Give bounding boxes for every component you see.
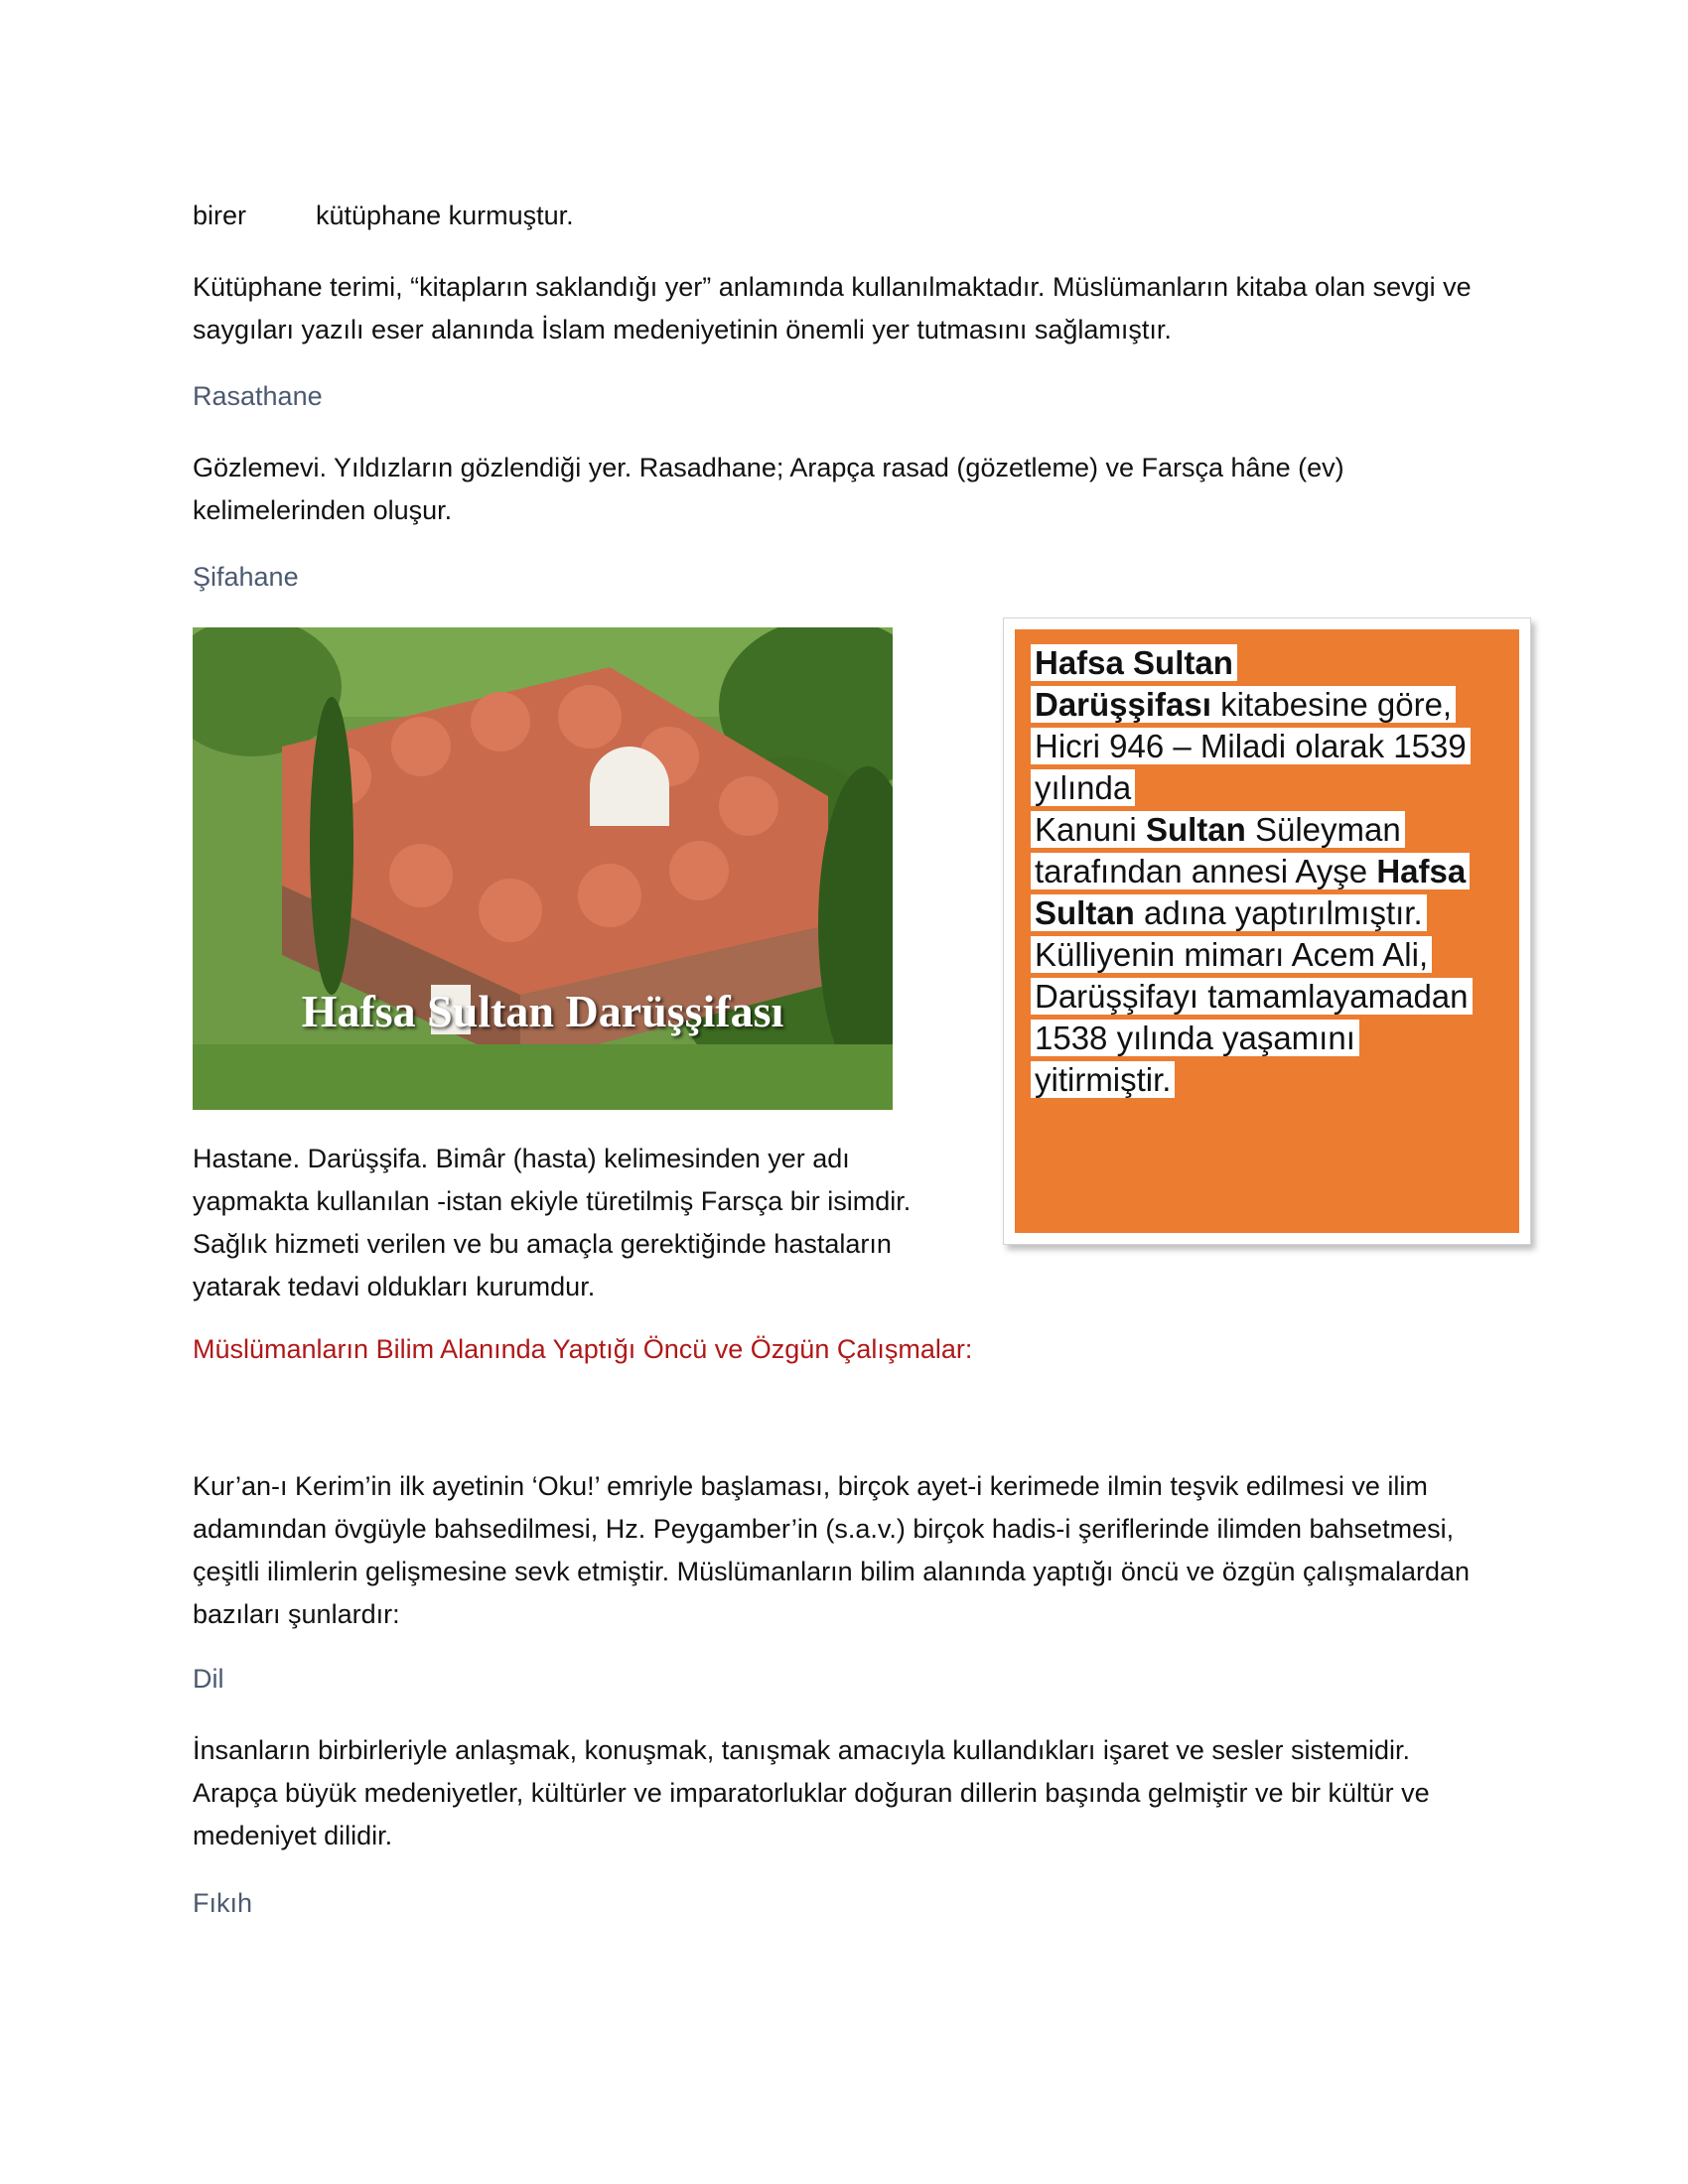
- box-bold-text: Sultan: [1035, 894, 1135, 931]
- box-line: yılında: [1031, 768, 1503, 809]
- word-kutuphane: kütüphane kurmuştur.: [316, 201, 574, 230]
- info-box-orange: [1015, 629, 1519, 1233]
- paragraph-quran-science: Kur’an-ı Kerim’in ilk ayetinin ‘Oku!’ emriyle başlaması, birçok ayet-i kerimede ilmin teşvik edilmesi ve ilim adamından övgüyle bahsedilmesi, Hz. Peygamber’in (s.a.v.) birçok hadis-i şeriflerinde ilimden bahsetmesi, çeşitli ilimlerin gelişmesine sevk etmiştir. Müslümanların bilim alanında yaptığı öncü ve özgün çalışmalardan bazıları şunlardır:: [193, 1471, 1471, 1629]
- paragraph-library-term: Kütüphane terimi, “kitapların saklandığı yer” anlamında kullanılmaktadır. Müslümanların kitaba olan sevgi ve saygıları yazılı eser alanında İslam medeniyetinin önemli yer tutmasını sağlamıştır.: [193, 272, 1472, 344]
- box-text: adına yaptırılmıştır.: [1134, 894, 1423, 931]
- heading-sifahane: Şifahane: [193, 562, 299, 592]
- box-line: 1538 yılında yaşamını: [1031, 1019, 1503, 1059]
- box-line: Darüşşifayı tamamlayamadan: [1031, 977, 1503, 1018]
- info-box: [1003, 617, 1531, 1245]
- heading-fikih: Fıkıh: [193, 1888, 253, 1918]
- box-line: [1031, 643, 1503, 684]
- box-title: Hafsa Sultan: [1035, 644, 1233, 681]
- box-line: Hicri 946 – Miladi olarak 1539: [1031, 727, 1503, 767]
- paragraph-library-end: [193, 195, 1483, 237]
- heading-dil: Dil: [193, 1664, 224, 1694]
- box-bold-text: Darüşşifası: [1035, 686, 1211, 723]
- box-line: [1031, 685, 1503, 726]
- heading-muslim-science: Müslümanların Bilim Alanında Yaptığı Öncü ve Özgün Çalışmalar:: [193, 1334, 973, 1364]
- paragraph-dil: İnsanların birbirleriyle anlaşmak, konuşmak, tanışmak amacıyla kullandıkları işaret ve sesler sistemidir. Arapça büyük medeniyetler, kültürler ve imparatorluklar doğuran dillerin başında gelmiştir ve bir kültür ve medeniyet dilidir.: [193, 1735, 1430, 1850]
- box-text: Süleyman: [1245, 811, 1401, 848]
- building-illustration: [193, 627, 893, 1110]
- box-line: yitirmiştir.: [1031, 1060, 1503, 1101]
- heading-rasathane: Rasathane: [193, 381, 323, 411]
- box-text: tarafından annesi Ayşe: [1035, 853, 1377, 889]
- box-bold-text: Hafsa: [1376, 853, 1467, 889]
- box-line: [1031, 852, 1503, 892]
- box-line: [1031, 810, 1503, 851]
- word-birer: birer: [193, 201, 247, 230]
- box-text: kitabesine göre,: [1210, 686, 1453, 723]
- box-line: [1031, 893, 1503, 934]
- box-bold-text: Sultan: [1145, 811, 1246, 848]
- photo-caption: Hafsa Sultan Darüşşifası: [301, 986, 784, 1036]
- box-text: Kanuni: [1035, 811, 1146, 848]
- box-line: Külliyenin mimarı Acem Ali,: [1031, 935, 1503, 976]
- darussifa-photo: [193, 627, 893, 1110]
- paragraph-rasathane: Gözlemevi. Yıldızların gözlendiği yer. Rasadhane; Arapça rasad (gözetleme) ve Farsça hâne (ev) kelimelerinden oluşur.: [193, 453, 1344, 525]
- paragraph-sifahane: Hastane. Darüşşifa. Bimâr (hasta) kelimesinden yer adı yapmakta kullanılan -istan ekiyle türetilmiş Farsça bir isimdir. Sağlık hizmeti verilen ve bu amaçla gerektiğinde hastaların yatarak tedavi oldukları kurumdur.: [193, 1144, 912, 1301]
